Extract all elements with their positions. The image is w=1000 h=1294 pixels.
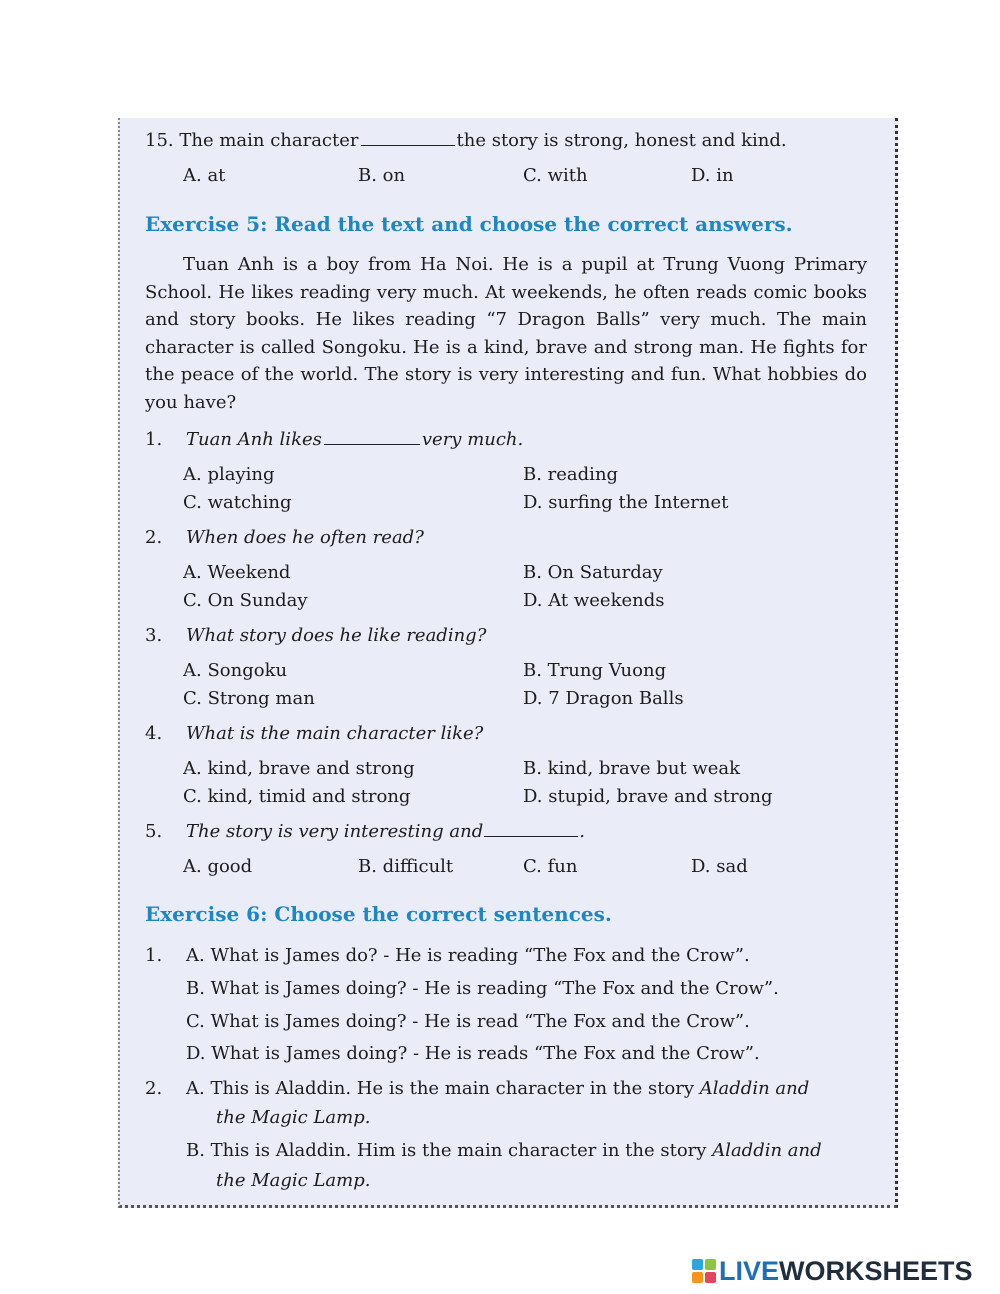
- ex5-q4-option-a[interactable]: A. kind, brave and strong: [183, 758, 415, 779]
- ex5-q1-option-c[interactable]: C. watching: [183, 492, 292, 513]
- q15-option-b[interactable]: B. on: [358, 165, 406, 186]
- ex5-q2-option-c[interactable]: C. On Sunday: [183, 590, 308, 611]
- ex5-q1-blank[interactable]: [324, 429, 420, 445]
- ex5-q2-stem: When does he often read?: [186, 527, 424, 548]
- ex6-q2-option-a-cont: the Magic Lamp.: [216, 1107, 371, 1128]
- ex6-q1-option-d[interactable]: D. What is James doing? - He is reads “The Fox and the Crow”.: [186, 1043, 760, 1064]
- ex5-q3-option-c[interactable]: C. Strong man: [183, 688, 315, 709]
- ex5-q2-option-a[interactable]: A. Weekend: [183, 562, 291, 583]
- exercise-5-passage: Tuan Anh is a boy from Ha Noi. He is a pupil at Trung Vuong Primary School. He likes reading very much. At weekends, he often reads comic books and story books. He likes reading “7 Dragon Balls” very much. The main character is called Songoku. He is a kind, brave and strong man. He fights for the peace of the world. The story is very interesting and fun. What hobbies do you have?: [145, 254, 867, 413]
- ex6-q2-number: 2.: [145, 1078, 163, 1099]
- liveworksheets-logo-icon: [692, 1259, 716, 1283]
- ex6-q1-number: 1.: [145, 945, 163, 966]
- ex5-q4-option-c[interactable]: C. kind, timid and strong: [183, 786, 411, 807]
- ex5-q3-number: 3.: [145, 625, 163, 646]
- q15-option-a[interactable]: A. at: [183, 165, 226, 186]
- ex5-q2-option-b[interactable]: B. On Saturday: [523, 562, 663, 583]
- ex5-q4-number: 4.: [145, 723, 163, 744]
- exercise-6-heading: Exercise 6: Choose the correct sentences.: [145, 902, 612, 926]
- q15-stem: 15. The main character the story is strong, honest and kind.: [145, 130, 787, 151]
- ex5-q1-option-a[interactable]: A. playing: [183, 464, 275, 485]
- ex6-q2-option-b-cont: the Magic Lamp.: [216, 1170, 371, 1191]
- ex5-q4-stem: What is the main character like?: [186, 723, 484, 744]
- ex5-q1-number: 1.: [145, 429, 163, 450]
- ex5-q5-option-a[interactable]: A. good: [183, 856, 253, 877]
- ex6-q1-option-c[interactable]: C. What is James doing? - He is read “The Fox and the Crow”.: [186, 1011, 750, 1032]
- exercise-5-heading: Exercise 5: Read the text and choose the correct answers.: [145, 212, 793, 236]
- ex5-q5-number: 5.: [145, 821, 163, 842]
- ex5-q3-option-b[interactable]: B. Trung Vuong: [523, 660, 667, 681]
- ex5-q5-blank[interactable]: [484, 821, 578, 837]
- q15-option-d[interactable]: D. in: [691, 165, 734, 186]
- ex5-q5-option-c[interactable]: C. fun: [523, 856, 578, 877]
- ex5-q5-option-b[interactable]: B. difficult: [358, 856, 454, 877]
- ex5-q3-option-a[interactable]: A. Songoku: [183, 660, 288, 681]
- ex5-q1-option-d[interactable]: D. surfing the Internet: [523, 492, 729, 513]
- ex5-q5-stem: The story is very interesting and .: [186, 821, 585, 842]
- ex6-q1-option-b[interactable]: B. What is James doing? - He is reading “The Fox and the Crow”.: [186, 978, 779, 999]
- ex5-q2-option-d[interactable]: D. At weekends: [523, 590, 665, 611]
- ex6-q2-option-b[interactable]: B. This is Aladdin. Him is the main character in the story Aladdin and: [186, 1140, 822, 1161]
- ex6-q2-option-a[interactable]: A. This is Aladdin. He is the main character in the story Aladdin and: [186, 1078, 810, 1099]
- ex5-q5-option-d[interactable]: D. sad: [691, 856, 748, 877]
- liveworksheets-logo: [692, 1256, 973, 1286]
- liveworksheets-logo-text: LIVEWORKSHEETS: [719, 1255, 973, 1286]
- ex5-q1-option-b[interactable]: B. reading: [523, 464, 619, 485]
- ex5-q4-option-b[interactable]: B. kind, brave but weak: [523, 758, 741, 779]
- ex6-q1-option-a[interactable]: A. What is James do? - He is reading “The Fox and the Crow”.: [186, 945, 750, 966]
- q15-blank[interactable]: [361, 130, 455, 146]
- ex5-q4-option-d[interactable]: D. stupid, brave and strong: [523, 786, 773, 807]
- ex5-q3-stem: What story does he like reading?: [186, 625, 487, 646]
- ex5-q2-number: 2.: [145, 527, 163, 548]
- ex5-q1-stem: Tuan Anh likes very much.: [186, 429, 524, 450]
- q15-option-c[interactable]: C. with: [523, 165, 588, 186]
- ex5-q3-option-d[interactable]: D. 7 Dragon Balls: [523, 688, 684, 709]
